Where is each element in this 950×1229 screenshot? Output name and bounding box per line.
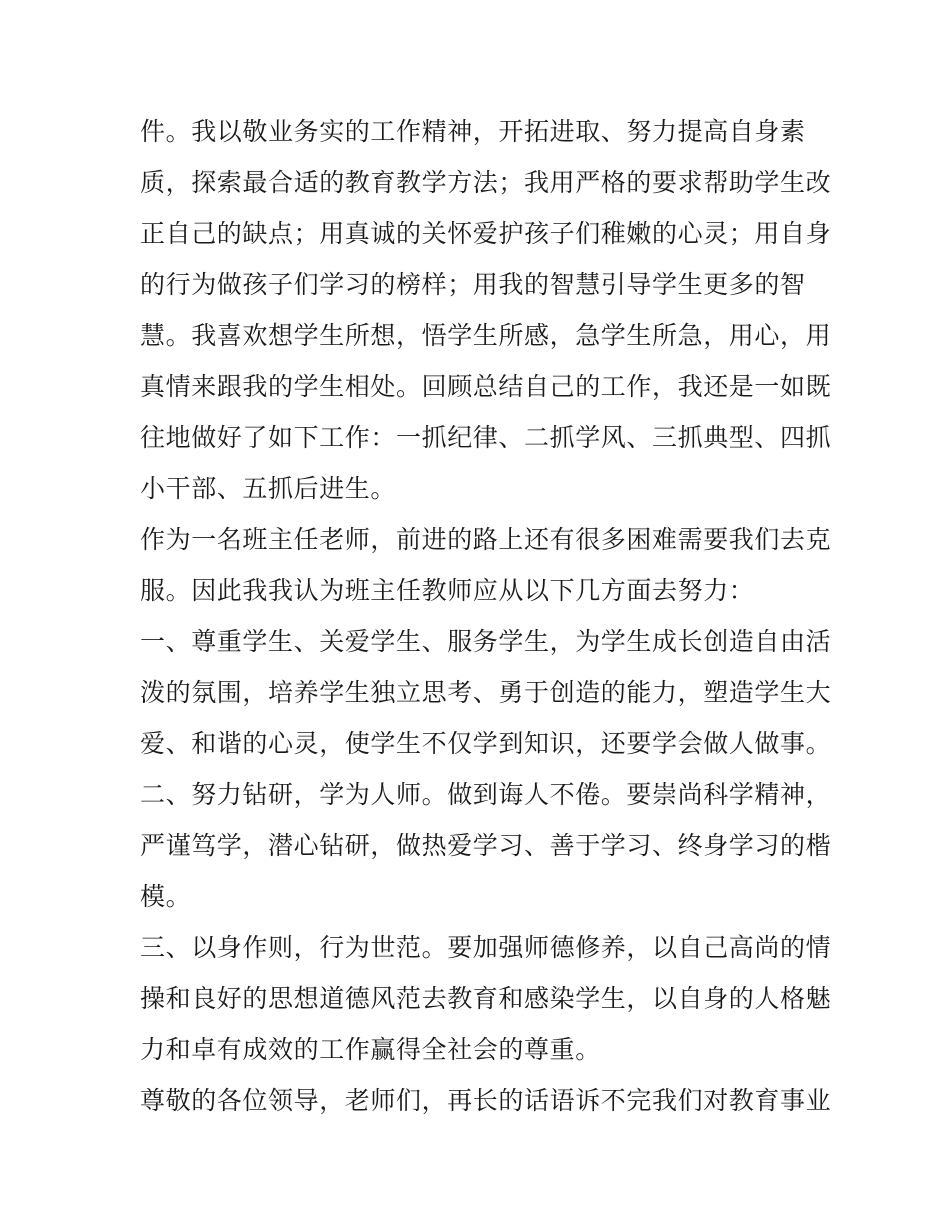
text-line: 尊敬的各位领导，老师们，再长的话语诉不完我们对教育事业 [140,1086,832,1115]
text-line: 作为一名班主任老师，前进的路上还有很多困难需要我们去克 [140,525,832,554]
text-line: 质，探索最合适的教育教学方法；我用严格的要求帮助学生改 [140,168,832,197]
text-line: 件。我以敬业务实的工作精神，开拓进取、努力提高自身素 [140,117,806,146]
text-line: 操和良好的思想道德风范去教育和感染学生，以自身的人格魅 [140,984,832,1013]
text-line: 严谨笃学，潜心钻研，做热爱学习、善于学习、终身学习的楷 [140,831,832,860]
text-line: 模。 [140,882,192,911]
text-line: 力和卓有成效的工作赢得全社会的尊重。 [140,1035,601,1064]
text-line: 三、以身作则，行为世范。要加强师德修养，以自己高尚的情 [140,933,832,962]
text-line: 一、尊重学生、关爱学生、服务学生，为学生成长创造自由活 [140,627,832,656]
text-line: 泼的氛围，培养学生独立思考、勇于创造的能力，塑造学生大 [140,678,832,707]
text-line: 服。因此我我认为班主任教师应从以下几方面去努力： [140,576,755,605]
text-line: 真情来跟我的学生相处。回顾总结自己的工作，我还是一如既 [140,372,832,401]
text-line: 往地做好了如下工作：一抓纪律、二抓学风、三抓典型、四抓 [140,423,832,452]
text-line: 的行为做孩子们学习的榜样；用我的智慧引导学生更多的智 [140,270,806,299]
text-line: 正自己的缺点；用真诚的关怀爱护孩子们稚嫩的心灵；用自身 [140,219,832,248]
document-body [140,106,832,1126]
text-line: 小干部、五抓后进生。 [140,474,397,503]
text-line: 爱、和谐的心灵，使学生不仅学到知识，还要学会做人做事。 [140,729,832,758]
text-line: 慧。我喜欢想学生所想，悟学生所感，急学生所急，用心，用 [140,321,832,350]
text-line: 二、努力钻研，学为人师。做到诲人不倦。要崇尚科学精神， [140,780,832,809]
